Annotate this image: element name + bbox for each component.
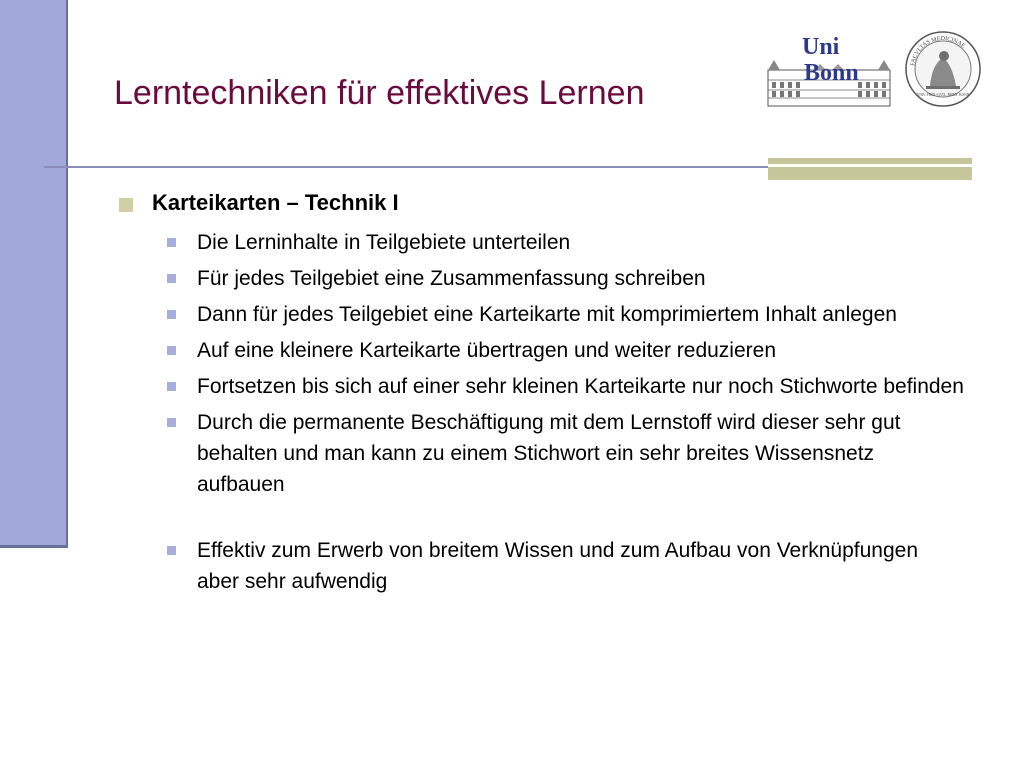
list-item [164, 535, 964, 597]
title-divider [44, 166, 774, 168]
list-item [164, 227, 964, 258]
seal-text-top: FACVLTAS MEDICINAE [910, 35, 966, 67]
medical-faculty-seal [904, 30, 982, 108]
list-item-text: Durch die permanente Beschäftigung mit dem Lernstoff wird dieser sehr gut behalten und man kann zu einem Stichwort ein sehr breites Wissensnetz aufbauen [197, 411, 901, 496]
list-item-text: Auf eine kleinere Karteikarte übertragen und weiter reduzieren [197, 339, 777, 362]
list-item [164, 371, 964, 402]
list-item-text: Fortsetzen bis sich auf einer sehr kleinen Karteikarte nur noch Stichworte befinden [197, 375, 964, 398]
square-bullet-icon [167, 346, 176, 355]
list-item-text: Dann für jedes Teilgebiet eine Karteikarte mit komprimiertem Inhalt anlegen [197, 303, 897, 326]
uni-bonn-logo [764, 30, 894, 110]
square-bullet-icon [167, 382, 176, 391]
list-item-text: Effektiv zum Erwerb von breitem Wissen und zum Aufbau von Verknüpfungen aber sehr aufwendig [197, 539, 918, 593]
logo-uni-text: Uni [802, 34, 840, 60]
list-item [164, 407, 964, 500]
square-bullet-icon [167, 546, 176, 555]
bullet-list [164, 227, 964, 602]
left-decorative-bar [0, 0, 68, 548]
list-item-text: Die Lerninhalte in Teilgebiete unterteilen [197, 231, 571, 254]
square-bullet-icon [167, 418, 176, 427]
section-heading: Karteikarten – Technik I [152, 190, 399, 215]
list-item [164, 263, 964, 294]
slide-title: Lerntechniken für effektives Lernen [114, 74, 645, 112]
title-divider-accent [768, 158, 972, 180]
list-item [164, 335, 964, 366]
square-bullet-icon [167, 238, 176, 247]
square-bullet-icon [167, 310, 176, 319]
square-bullet-icon [119, 198, 133, 212]
logo-bonn-text: Bonn [804, 60, 859, 86]
list-item [164, 299, 964, 330]
square-bullet-icon [167, 274, 176, 283]
list-item-text: Für jedes Teilgebiet eine Zusammenfassung schreiben [197, 267, 706, 290]
seal-text-bottom: UNIV. FRID.-GVIL. RHEN. BONN [916, 93, 970, 97]
